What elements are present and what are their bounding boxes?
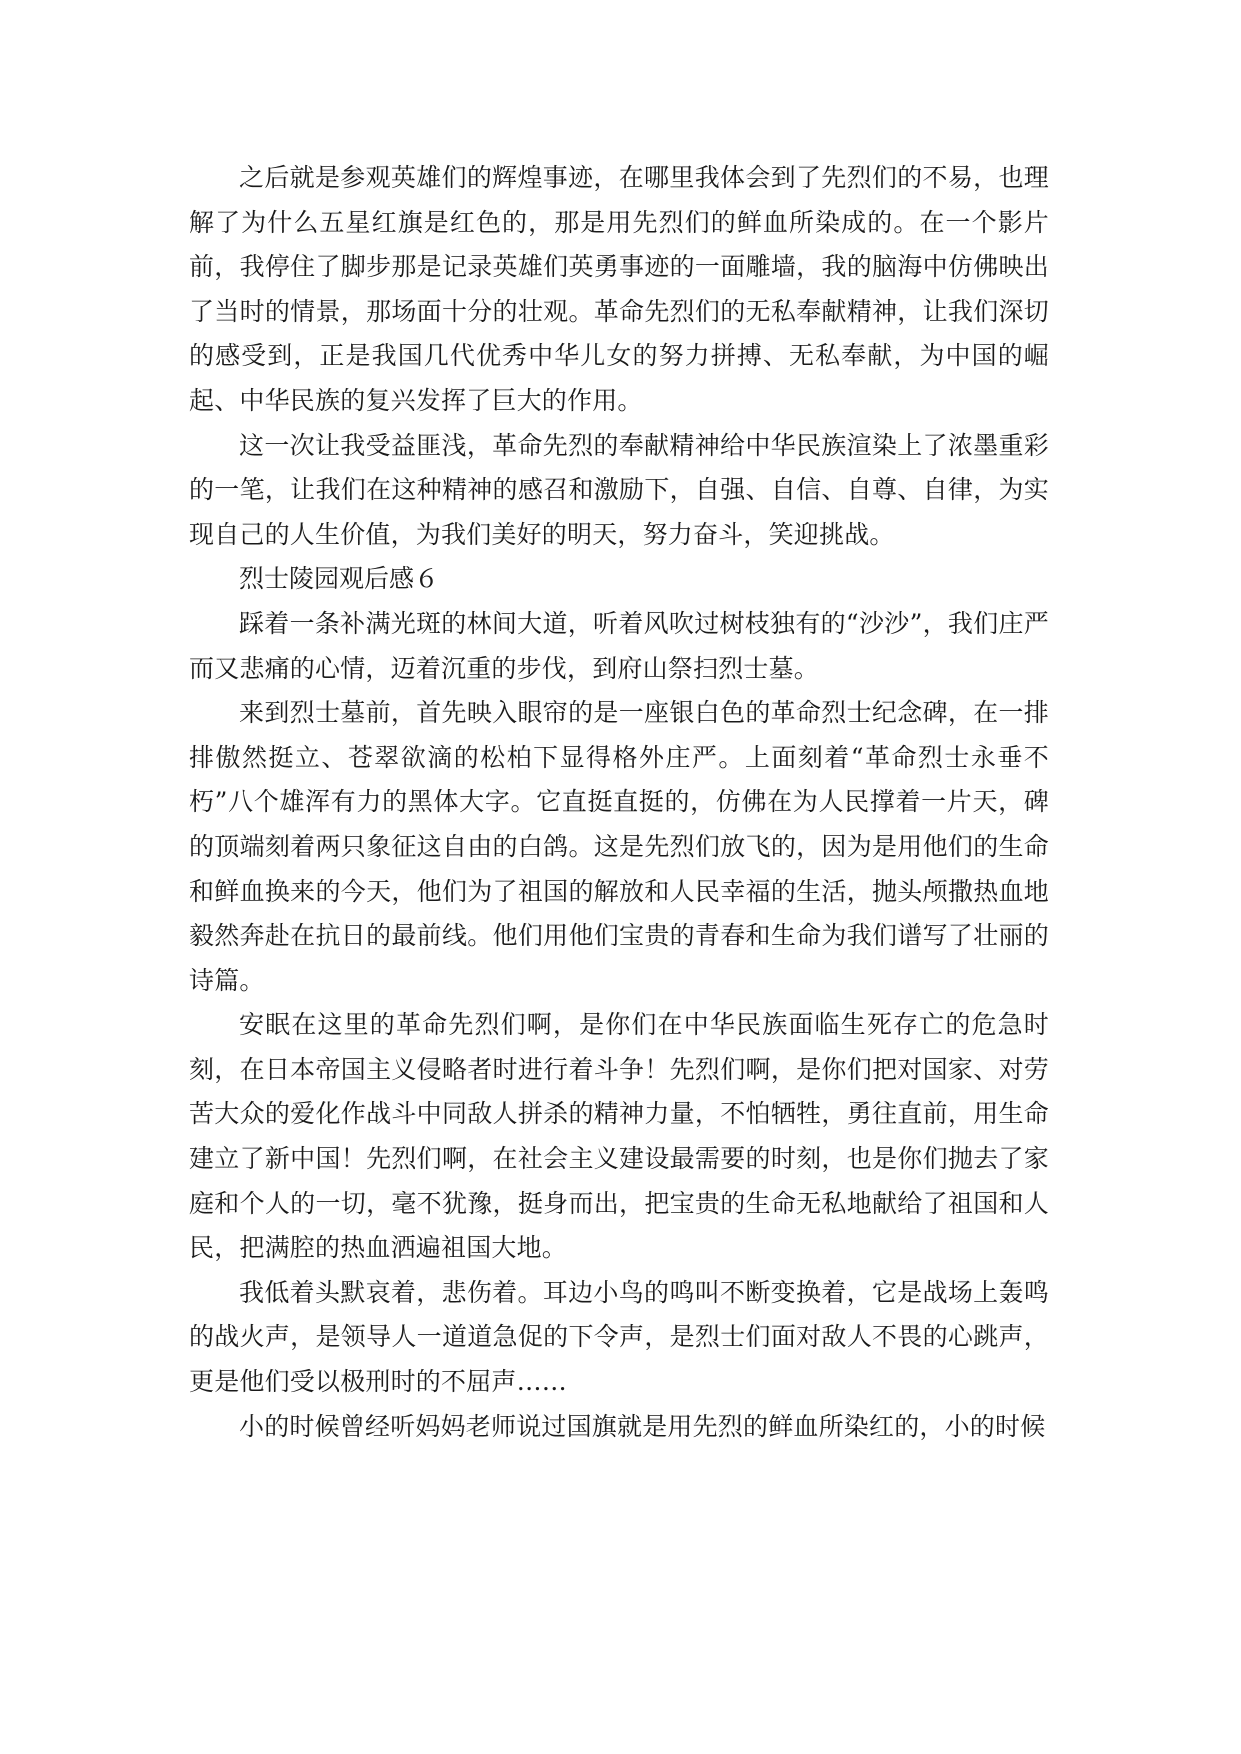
document-body — [189, 156, 1049, 1449]
paragraph: 安眠在这里的革命先烈们啊，是你们在中华民族面临生死存亡的危急时刻，在日本帝国主义侵略者时进行着斗争！先烈们啊，是你们把对国家、对劳苦大众的爱化作战斗中同敌人拼杀的精神力量，不怕牺牲，勇往直前，用生命建立了新中国！先烈们啊，在社会主义建设最需要的时刻，也是你们抛去了家庭和个人的一切，毫不犹豫，挺身而出，把宝贵的生命无私地献给了祖国和人民，把满腔的热血洒遍祖国大地。 — [189, 1010, 1049, 1263]
paragraph: 我低着头默哀着，悲伤着。耳边小鸟的鸣叫不断变换着，它是战场上轰鸣的战火声，是领导人一道道急促的下令声，是烈士们面对敌人不畏的心跳声，更是他们受以极刑时的不屈声…… — [189, 1277, 1049, 1397]
paragraph: 这一次让我受益匪浅，革命先烈的奉献精神给中华民族渲染上了浓墨重彩的一笔，让我们在这种精神的感召和激励下，自强、自信、自尊、自律，为实现自己的人生价值，为我们美好的明天，努力奋斗，笑迎挑战。 — [189, 430, 1049, 549]
paragraph: 之后就是参观英雄们的辉煌事迹，在哪里我体会到了先烈们的不易，也理解了为什么五星红旗是红色的，那是用先烈们的鲜血所染成的。在一个影片前，我停住了脚步那是记录英雄们英勇事迹的一面雕墙，我的脑海中仿佛映出了当时的情景，那场面十分的壮观。革命先烈们的无私奉献精神，让我们深切的感受到，正是我国几代优秀中华儿女的努力拼搏、无私奉献，为中国的崛起、中华民族的复兴发挥了巨大的作用。 — [189, 163, 1049, 415]
section-title: 烈士陵园观后感６ — [239, 564, 440, 594]
paragraph: 来到烈士墓前，首先映入眼帘的是一座银白色的革命烈士纪念碑，在一排排傲然挺立、苍翠欲滴的松柏下显得格外庄严。上面刻着“革命烈士永垂不朽”八个雄浑有力的黑体大字。它直挺直挺的，仿佛在为人民撑着一片天，碑的顶端刻着两只象征这自由的白鸽。这是先烈们放飞的，因为是用他们的生命和鲜血换来的今天，他们为了祖国的解放和人民幸福的生活，抛头颅撒热血地毅然奔赴在抗日的最前线。他们用他们宝贵的青春和生命为我们谱写了壮丽的诗篇。 — [189, 698, 1049, 995]
paragraph: 踩着一条补满光斑的林间大道，听着风吹过树枝独有的“沙沙”，我们庄严而又悲痛的心情，迈着沉重的步伐，到府山祭扫烈士墓。 — [189, 608, 1049, 683]
paragraph: 小的时候曾经听妈妈老师说过国旗就是用先烈的鲜血所染红的，小的时候 — [239, 1411, 1046, 1441]
